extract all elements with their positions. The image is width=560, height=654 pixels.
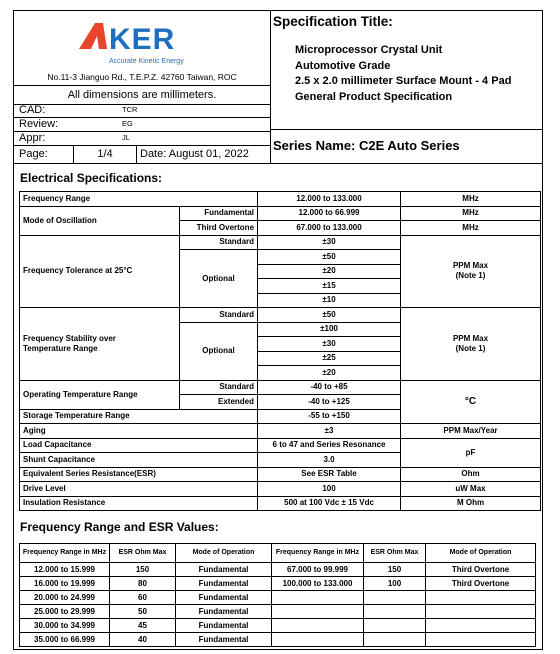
logo-tagline: Accurate Kinetic Energy	[109, 58, 184, 65]
review-row	[14, 117, 270, 132]
table-row	[20, 619, 536, 633]
esr-cell	[364, 619, 426, 633]
esr-cell	[272, 591, 364, 605]
series-name: Series Name: C2E Auto Series	[273, 138, 460, 153]
esr-cell: 80	[110, 577, 176, 591]
tolerance-note: (Note 1)	[455, 271, 486, 281]
tolerance-optional-label: Optional	[180, 250, 258, 308]
op-temp-extended-value: -40 to +125	[258, 395, 401, 410]
table-row	[20, 206, 541, 221]
esr-header: ESR Ohm Max	[110, 544, 176, 563]
oscillation-fund-unit: MHz	[401, 206, 541, 221]
tolerance-optional-value: ±10	[258, 293, 401, 308]
esr-header: Frequency Range in MHz	[20, 544, 110, 563]
appr-row	[14, 131, 270, 146]
cad-row	[14, 103, 270, 118]
table-row	[20, 192, 541, 207]
stability-optional-value: ±25	[258, 351, 401, 366]
esr-cell: Fundamental	[176, 619, 272, 633]
esr-cell: 35.000 to 66.999	[20, 633, 110, 647]
esr-header: Mode of Operation	[426, 544, 536, 563]
esr-cell	[272, 605, 364, 619]
table-row	[20, 563, 536, 577]
table-row	[20, 633, 536, 647]
stability-unit	[401, 308, 541, 381]
esr-unit: Ohm	[401, 467, 541, 482]
esr-cell	[272, 633, 364, 647]
esr-cell: 12.000 to 15.999	[20, 563, 110, 577]
load-value: 6 to 47 and Series Resonance	[258, 438, 401, 453]
esr-cell: 20.000 to 24.999	[20, 591, 110, 605]
stability-optional-value: ±100	[258, 322, 401, 337]
insulation-label: Insulation Resistance	[20, 496, 258, 511]
esr-value: See ESR Table	[258, 467, 401, 482]
date-text: Date: August 01, 2022	[140, 148, 249, 160]
spec-line: Microprocessor Crystal Unit	[295, 44, 443, 56]
esr-cell: Fundamental	[176, 605, 272, 619]
company-address: No.11-3 Jianguo Rd., T.E.P.Z. 42760 Taiwan, ROC	[47, 72, 237, 82]
esr-cell: 40	[110, 633, 176, 647]
drive-unit: uW Max	[401, 482, 541, 497]
insulation-value: 500 at 100 Vdc ± 15 Vdc	[258, 496, 401, 511]
title-block	[270, 11, 542, 163]
esr-header: ESR Ohm Max	[364, 544, 426, 563]
spec-title-lines	[295, 43, 511, 105]
stability-unit-text: PPM Max	[452, 333, 489, 343]
esr-cell: 25.000 to 29.999	[20, 605, 110, 619]
load-label: Load Capacitance	[20, 438, 258, 453]
stability-note: (Note 1)	[455, 343, 486, 353]
esr-cell: 150	[364, 563, 426, 577]
op-temp-standard-label: Standard	[180, 380, 258, 395]
review-label: Review:	[19, 118, 59, 130]
tolerance-optional-value: ±50	[258, 250, 401, 265]
freq-range-label: Frequency Range	[20, 192, 258, 207]
esr-cell	[426, 605, 536, 619]
aging-label: Aging	[20, 424, 258, 439]
spec-line: 2.5 x 2.0 millimeter Surface Mount - 4 Pad	[295, 75, 512, 87]
esr-cell: 45	[110, 619, 176, 633]
spec-line: Automotive Grade	[295, 59, 391, 72]
page-label: Page:	[14, 145, 74, 163]
dimensions-note: All dimensions are millimeters.	[14, 85, 270, 105]
op-temp-extended-label: Extended	[180, 395, 258, 410]
tolerance-unit	[401, 235, 541, 308]
esr-cell: Fundamental	[176, 577, 272, 591]
esr-cell: Fundamental	[176, 563, 272, 577]
svg-text:KER: KER	[109, 23, 176, 56]
stability-standard-value: ±50	[258, 308, 401, 323]
stability-optional-label: Optional	[180, 322, 258, 380]
freq-range-value: 12.000 to 133.000	[258, 192, 401, 207]
drive-value: 100	[258, 482, 401, 497]
table-row	[20, 235, 541, 250]
stability-label	[20, 308, 180, 381]
esr-cell	[364, 633, 426, 647]
header-divider	[14, 163, 542, 164]
page-row	[14, 145, 270, 163]
esr-header: Frequency Range in MHz	[272, 544, 364, 563]
storage-value: -55 to +150	[258, 409, 401, 424]
esr-header: Mode of Operation	[176, 544, 272, 563]
page-value: 1/4	[74, 145, 137, 163]
oscillation-label: Mode of Oscillation	[20, 206, 180, 235]
esr-cell	[364, 605, 426, 619]
esr-table	[19, 543, 536, 647]
table-row	[20, 482, 541, 497]
cad-label: CAD:	[19, 104, 46, 116]
esr-cell: 100.000 to 133.000	[272, 577, 364, 591]
aging-value: ±3	[258, 424, 401, 439]
appr-value: JL	[122, 133, 130, 142]
tolerance-standard-value: ±30	[258, 235, 401, 250]
aging-unit: PPM Max/Year	[401, 424, 541, 439]
table-row	[20, 577, 536, 591]
table-row	[20, 380, 541, 395]
stability-optional-value: ±30	[258, 337, 401, 352]
oscillation-fund-label: Fundamental	[180, 206, 258, 221]
spec-line: General Product Specification	[295, 90, 453, 103]
electrical-title: Electrical Specifications:	[20, 171, 163, 185]
esr-cell: 60	[110, 591, 176, 605]
tolerance-unit-text: PPM Max	[452, 261, 489, 271]
esr-cell: 67.000 to 99.999	[272, 563, 364, 577]
esr-body	[20, 563, 536, 647]
storage-label: Storage Temperature Range	[20, 409, 258, 424]
esr-cell	[272, 619, 364, 633]
tolerance-optional-value: ±15	[258, 279, 401, 294]
stability-optional-value: ±20	[258, 366, 401, 381]
esr-cell: Fundamental	[176, 633, 272, 647]
esr-cell: Fundamental	[176, 591, 272, 605]
esr-cell: 16.000 to 19.999	[20, 577, 110, 591]
review-value: EG	[122, 119, 133, 128]
oscillation-third-unit: MHz	[401, 221, 541, 236]
esr-table-title: Frequency Range and ESR Values:	[20, 520, 219, 534]
op-temp-standard-value: -40 to +85	[258, 380, 401, 395]
stability-label-line: Frequency Stability over	[23, 333, 116, 343]
table-row	[20, 591, 536, 605]
electrical-spec-table	[19, 191, 541, 511]
esr-cell: 30.000 to 34.999	[20, 619, 110, 633]
esr-cell: 50	[110, 605, 176, 619]
company-block	[14, 11, 271, 163]
esr-cell: Third Overtone	[426, 577, 536, 591]
stability-label-line: Temperature Range	[23, 343, 98, 353]
spec-title-box	[270, 11, 542, 130]
temp-unit: °C	[401, 380, 541, 424]
table-row	[20, 438, 541, 453]
spec-title-label: Specification Title:	[273, 14, 393, 29]
freq-range-unit: MHz	[401, 192, 541, 207]
oscillation-third-label: Third Overtone	[180, 221, 258, 236]
table-row	[20, 467, 541, 482]
shunt-value: 3.0	[258, 453, 401, 468]
esr-cell: Third Overtone	[426, 563, 536, 577]
esr-cell: 100	[364, 577, 426, 591]
appr-label: Appr:	[19, 132, 46, 144]
esr-cell	[364, 591, 426, 605]
esr-cell	[426, 619, 536, 633]
tolerance-label: Frequency Tolerance at 25°C	[20, 235, 180, 308]
table-row	[20, 424, 541, 439]
cap-unit: pF	[401, 438, 541, 467]
esr-label: Equivalent Series Resistance(ESR)	[20, 467, 258, 482]
tolerance-optional-value: ±20	[258, 264, 401, 279]
document-frame	[13, 10, 543, 650]
table-row	[20, 308, 541, 323]
cad-value: TCR	[122, 105, 138, 114]
stability-standard-label: Standard	[180, 308, 258, 323]
tolerance-standard-label: Standard	[180, 235, 258, 250]
oscillation-third-value: 67.000 to 133.000	[258, 221, 401, 236]
oscillation-fund-value: 12.000 to 66.999	[258, 206, 401, 221]
esr-cell	[426, 591, 536, 605]
esr-cell	[426, 633, 536, 647]
op-temp-label: Operating Temperature Range	[20, 380, 180, 409]
table-row	[20, 496, 541, 511]
table-row	[20, 605, 536, 619]
drive-label: Drive Level	[20, 482, 258, 497]
aker-logo	[69, 19, 229, 69]
insulation-unit: M Ohm	[401, 496, 541, 511]
esr-header-row	[20, 544, 536, 563]
esr-cell: 150	[110, 563, 176, 577]
shunt-label: Shunt Capacitance	[20, 453, 258, 468]
